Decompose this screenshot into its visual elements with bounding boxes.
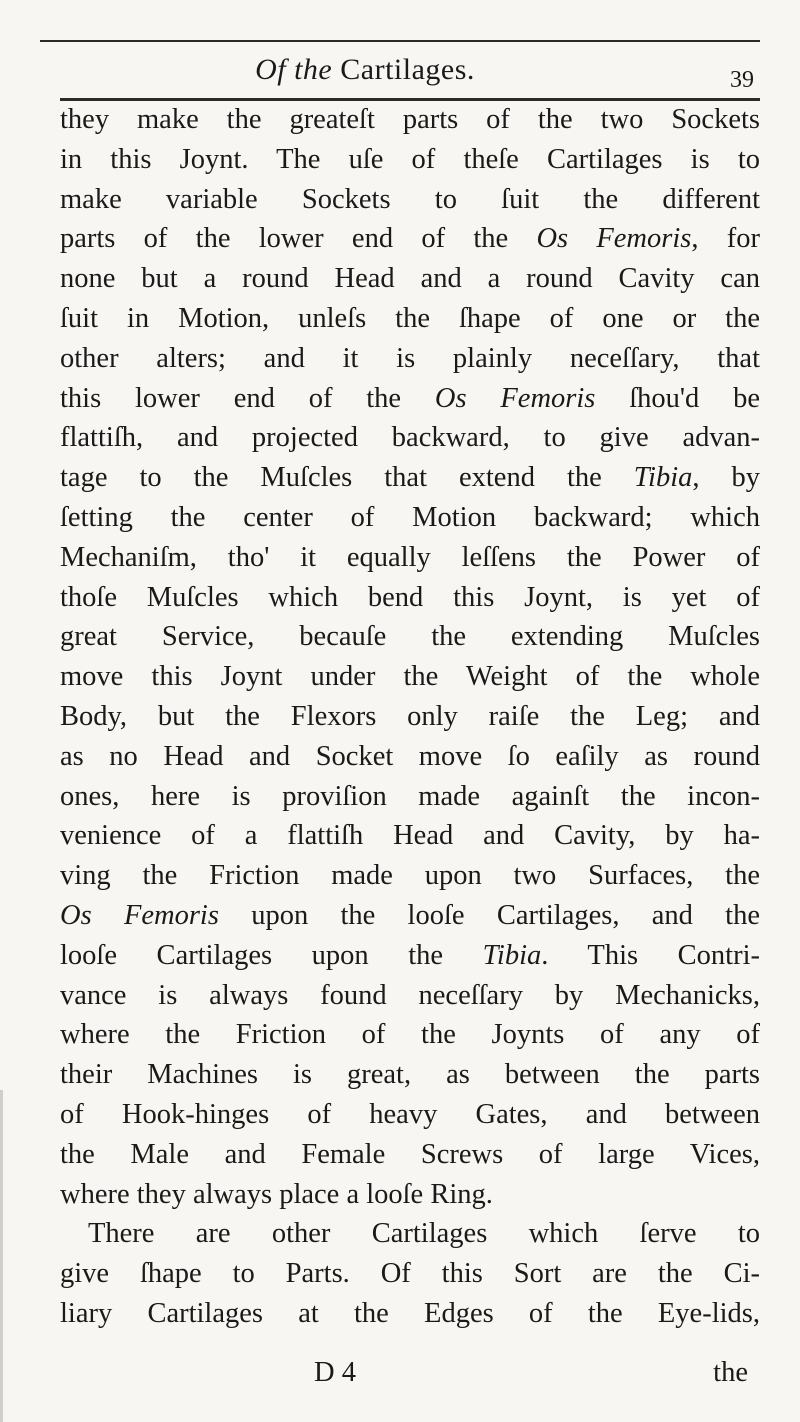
line-text: ving the Friction made upon two Surfaces, the — [60, 860, 760, 892]
line-text: where the Friction of the Joynts of any of — [60, 1019, 760, 1051]
line-text: of Hook-hinges of heavy Gates, and between — [60, 1098, 760, 1130]
line-text: where they always place a looſe Ring. — [60, 1178, 493, 1210]
line-text: the Male and Female Screws of large Vices, — [60, 1138, 760, 1170]
line-text: other alters; and it is plainly neceſſary, that — [60, 342, 760, 374]
running-head — [200, 48, 530, 92]
text-line — [60, 936, 760, 976]
line-text: ſetting the center of Motion backward; which — [60, 501, 760, 533]
line-text: great Service, becauſe the extending Muſcles — [60, 621, 760, 653]
text-line — [60, 180, 760, 220]
text-line — [60, 1015, 760, 1055]
text-line — [60, 1055, 760, 1095]
line-text: , by — [692, 462, 761, 494]
text-line — [60, 1294, 760, 1334]
text-line — [60, 976, 760, 1016]
text-line — [60, 379, 760, 419]
signature-mark: D 4 — [314, 1357, 356, 1388]
text-line — [60, 617, 760, 657]
text-line — [60, 1214, 760, 1254]
text-line — [60, 697, 760, 737]
body-text — [60, 100, 760, 1334]
page-number: 39 — [730, 67, 754, 93]
line-text: looſe Cartilages upon the — [60, 939, 483, 971]
line-text: ſuit in Motion, unleſs the ſhape of one or the — [60, 302, 760, 334]
italic-text: Os Femoris — [60, 899, 219, 931]
text-line — [60, 498, 760, 538]
line-text: vance is always found neceſſary by Mechanicks, — [60, 979, 760, 1011]
line-text: their Machines is great, as between the parts — [60, 1059, 760, 1091]
text-line — [60, 777, 760, 817]
line-text: tage to the Muſcles that extend the — [60, 462, 634, 494]
text-line — [60, 339, 760, 379]
text-line — [60, 1135, 760, 1175]
running-head-of: Of — [255, 53, 287, 86]
text-line — [60, 418, 760, 458]
catchword: the — [713, 1357, 748, 1388]
text-line — [60, 896, 760, 936]
text-line — [60, 856, 760, 896]
page-edge-shadow — [0, 1090, 3, 1422]
line-text: none but a round Head and a round Cavity can — [60, 263, 760, 295]
text-line — [60, 1254, 760, 1294]
line-text: liary Cartilages at the Edges of the Eye-lids, — [60, 1297, 760, 1329]
running-head-the: the — [294, 53, 333, 86]
text-line — [60, 737, 760, 777]
line-text: ſhou'd be — [595, 382, 761, 414]
text-line — [60, 1095, 760, 1135]
line-text: , for — [691, 223, 760, 255]
line-text: upon the looſe Cartilages, and the — [218, 899, 760, 931]
text-line — [60, 100, 760, 140]
line-text: they make the greateſt parts of the two Sockets — [60, 104, 760, 135]
page-footer — [60, 1353, 760, 1393]
text-line — [60, 140, 760, 180]
line-text: ones, here is proviſion made againſt the incon- — [60, 780, 760, 812]
text-line — [60, 259, 760, 299]
running-head-title: Cartilages. — [340, 53, 475, 86]
italic-text: Os Femoris — [536, 223, 692, 255]
italic-text: Os Femoris — [434, 382, 596, 414]
text-line — [60, 219, 760, 259]
italic-text: Tibia — [482, 939, 542, 971]
text-line — [60, 299, 760, 339]
header-rule-thin — [40, 40, 760, 42]
italic-text: Tibia — [633, 462, 693, 494]
line-text: thoſe Muſcles which bend this Joynt, is yet of — [60, 581, 760, 613]
text-line — [60, 458, 760, 498]
line-text: Body, but the Flexors only raiſe the Leg; and — [60, 700, 760, 732]
line-text: make variable Sockets to ſuit the different — [60, 183, 760, 215]
line-text: as no Head and Socket move ſo eaſily as round — [60, 740, 760, 772]
text-line — [60, 578, 760, 618]
text-line — [60, 657, 760, 697]
text-line — [60, 1175, 760, 1215]
line-text: move this Joynt under the Weight of the whole — [60, 661, 760, 693]
line-text: Mechaniſm, tho' it equally leſſens the Power of — [60, 541, 760, 573]
text-line — [60, 816, 760, 856]
line-text: in this Joynt. The uſe of theſe Cartilages is to — [60, 143, 760, 175]
line-text: flattiſh, and projected backward, to give advan- — [60, 422, 760, 454]
line-text: There are other Cartilages which ſerve to — [88, 1218, 760, 1250]
text-line — [60, 538, 760, 578]
line-text: give ſhape to Parts. Of this Sort are the Ci- — [60, 1258, 760, 1290]
line-text: venience of a flattiſh Head and Cavity, by ha- — [60, 820, 760, 852]
line-text: parts of the lower end of the — [60, 223, 537, 255]
line-text: this lower end of the — [60, 382, 435, 414]
line-text: . This Contri- — [541, 939, 760, 971]
